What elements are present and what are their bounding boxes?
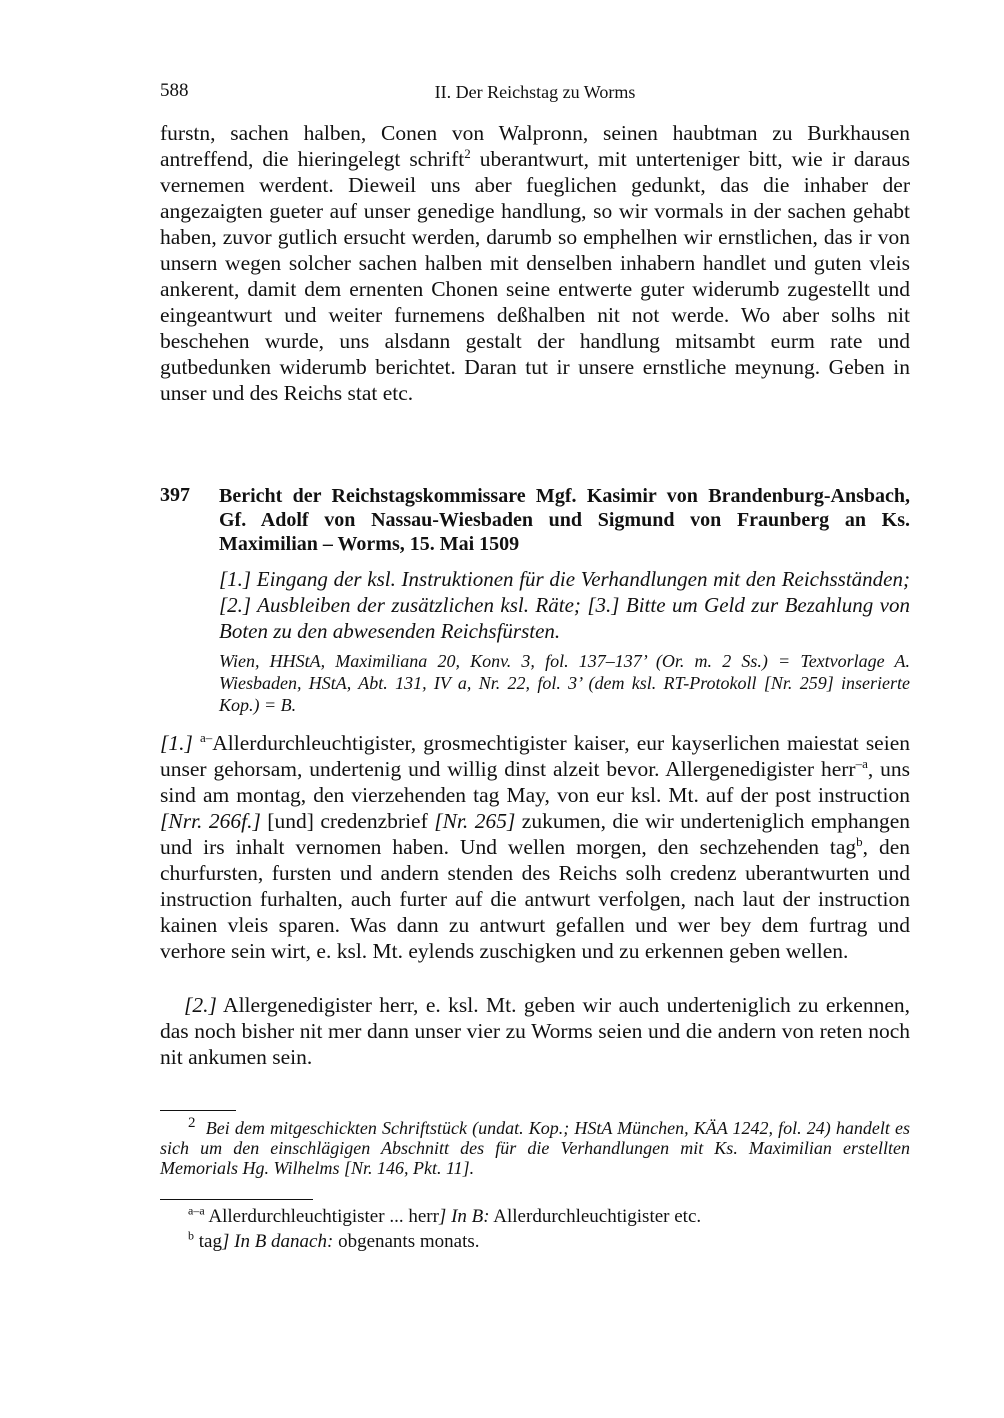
apparatus-lemma: tag <box>194 1231 222 1252</box>
text-run: uberantwurt, mit unterteniger bitt, wie ir daraus vernemen werdent. Dieweil uns aber fueglichen gedunkt, das die inhaber der angezaigten gueter auf unser genedige handlung, so wir vormals in der sachen gehabt haben, zuvor gutlich ersucht werden, darumb so emphelhen wir ernstlichen, das ir von unsern wegen solcher sachen halben mit denselben inhabern handlet und guten vleis ankerent, damit dem ernenten Chonen seine entwerte guter widerumb zugestellt und eingeantwurt und weiter furnemens deßhalben nit not werde. Wo aber solhs nit beschehen wurde, uns alsdann gestalt der handlung mitsambt eurm rate und gutbedunken widerumb berichtet. Daran tut ir unsere ernstliche meynung. Geben in unser und des Reichs stat etc. <box>160 147 910 405</box>
document-number: 397 <box>160 484 190 506</box>
text-run: Allerdurchleuchtigister, grosmechtigister kaiser, eur kayserlichen maiestat seien unser gehorsam, undertenig und willig dinst alzeit bevor. Allergenedigister herr <box>160 731 910 781</box>
apparatus-rule <box>160 1199 313 1200</box>
footnote-text: Bei dem mitgeschickten Schriftstück (undat. Kop.; HStA München, KÄA 1242, fol. 24) handelt es sich um den einschlägigen Abschnitt des für die Verhandlungen mit Ks. Maximilian erstellten Memorials Hg. Wilhelms [Nr. 146, Pkt. 11]. <box>160 1118 911 1178</box>
apparatus-ref[interactable]: b <box>856 833 863 849</box>
apparatus-entry <box>188 1205 910 1229</box>
section-1-paragraph <box>160 730 910 964</box>
running-head <box>160 80 910 106</box>
apparatus-sep: ] In B: <box>438 1206 490 1227</box>
text-run: , den churfursten, fursten und andern stenden des Reichs solh credenz uberantwurten und instruction furhalten, auch furter auf die antwurt verfolgen, nach laut der instruction kainen vleis sparen. Was dann zu antwurt gefallen und wer bey dem furtrag und verhore sein wirt, e. ksl. Mt. eylends zuschigken und zu erkennen geben wellen. <box>160 835 910 963</box>
apparatus-ref[interactable]: a– <box>199 729 213 745</box>
text-run: Allergenedigister herr, e. ksl. Mt. geben wir auch underteniglich zu erkennen, das noch bisher nit mer dann unser vier zu Worms seien und die andern von reten noch nit ankumen sein. <box>160 993 910 1069</box>
text-run: , uns sind am montag, den vierzehenden tag May, von eur ksl. Mt. auf der post instruction <box>160 757 910 807</box>
apparatus-text: obgenants monats. <box>333 1231 480 1252</box>
document-regest: [1.] Eingang der ksl. Instruktionen für die Verhandlungen mit den Reichsständen; [2.] Ausbleiben der zusätzlichen ksl. Räte; [3.] Bitte um Geld zur Bezahlung von Boten zu den abwesenden Reichsfürsten. <box>219 567 910 643</box>
text-run: [und] credenzbrief <box>260 809 435 833</box>
cross-reference[interactable]: [Nr. 265] <box>434 809 516 833</box>
page-number: 588 <box>160 80 189 101</box>
text-run: zukumen, die wir underteniglich emphangen und irs inhalt vernomen haben. Und wellen morgen, den sechzehenden tag <box>160 809 910 859</box>
apparatus-sep: ] In B danach: <box>221 1231 334 1252</box>
footnote <box>160 1115 911 1178</box>
apparatus-lemma: Allerdurchleuchtigister ... herr <box>204 1206 439 1227</box>
source-note: Wien, HHStA, Maximiliana 20, Konv. 3, fol. 137–137’ (Or. m. 2 Ss.) = Textvorlage A. Wiesbaden, HStA, Abt. 131, IV a, Nr. 22, fol. 3’ (dem ksl. RT-Protokoll [Nr. 259] inserierte Kop.) = B. <box>219 651 910 715</box>
running-title: II. Der Reichstag zu Worms <box>434 82 636 102</box>
section-marker: [2.] <box>184 993 217 1017</box>
document-title: Bericht der Reichstagskommissare Mgf. Kasimir von Brandenburg-Ansbach, Gf. Adolf von Nassau-Wiesbaden und Sigmund von Fraunberg an Ks. Maximilian – Worms, 15. Mai 1509 <box>219 485 910 555</box>
section-2-paragraph <box>160 992 910 1070</box>
apparatus-text: Allerdurchleuchtigister etc. <box>489 1206 702 1227</box>
footnote-rule <box>160 1110 236 1111</box>
footnote-number: 2 <box>188 1115 196 1131</box>
text-run: furstn, sachen halben, Conen von Walpronn, seinen haubtman zu Burkhausen antreffend, die hieringelegt schrift <box>160 121 910 171</box>
footnote-ref[interactable]: 2 <box>464 145 471 161</box>
cross-reference[interactable]: [Nrr. 266f.] <box>160 809 261 833</box>
apparatus-entry <box>188 1230 910 1254</box>
section-marker: [1.] <box>160 731 193 755</box>
apparatus-mark: a–a <box>188 1203 205 1218</box>
apparatus-ref[interactable]: –a <box>855 755 868 771</box>
continuation-paragraph <box>160 120 910 406</box>
apparatus-mark: b <box>188 1228 194 1243</box>
